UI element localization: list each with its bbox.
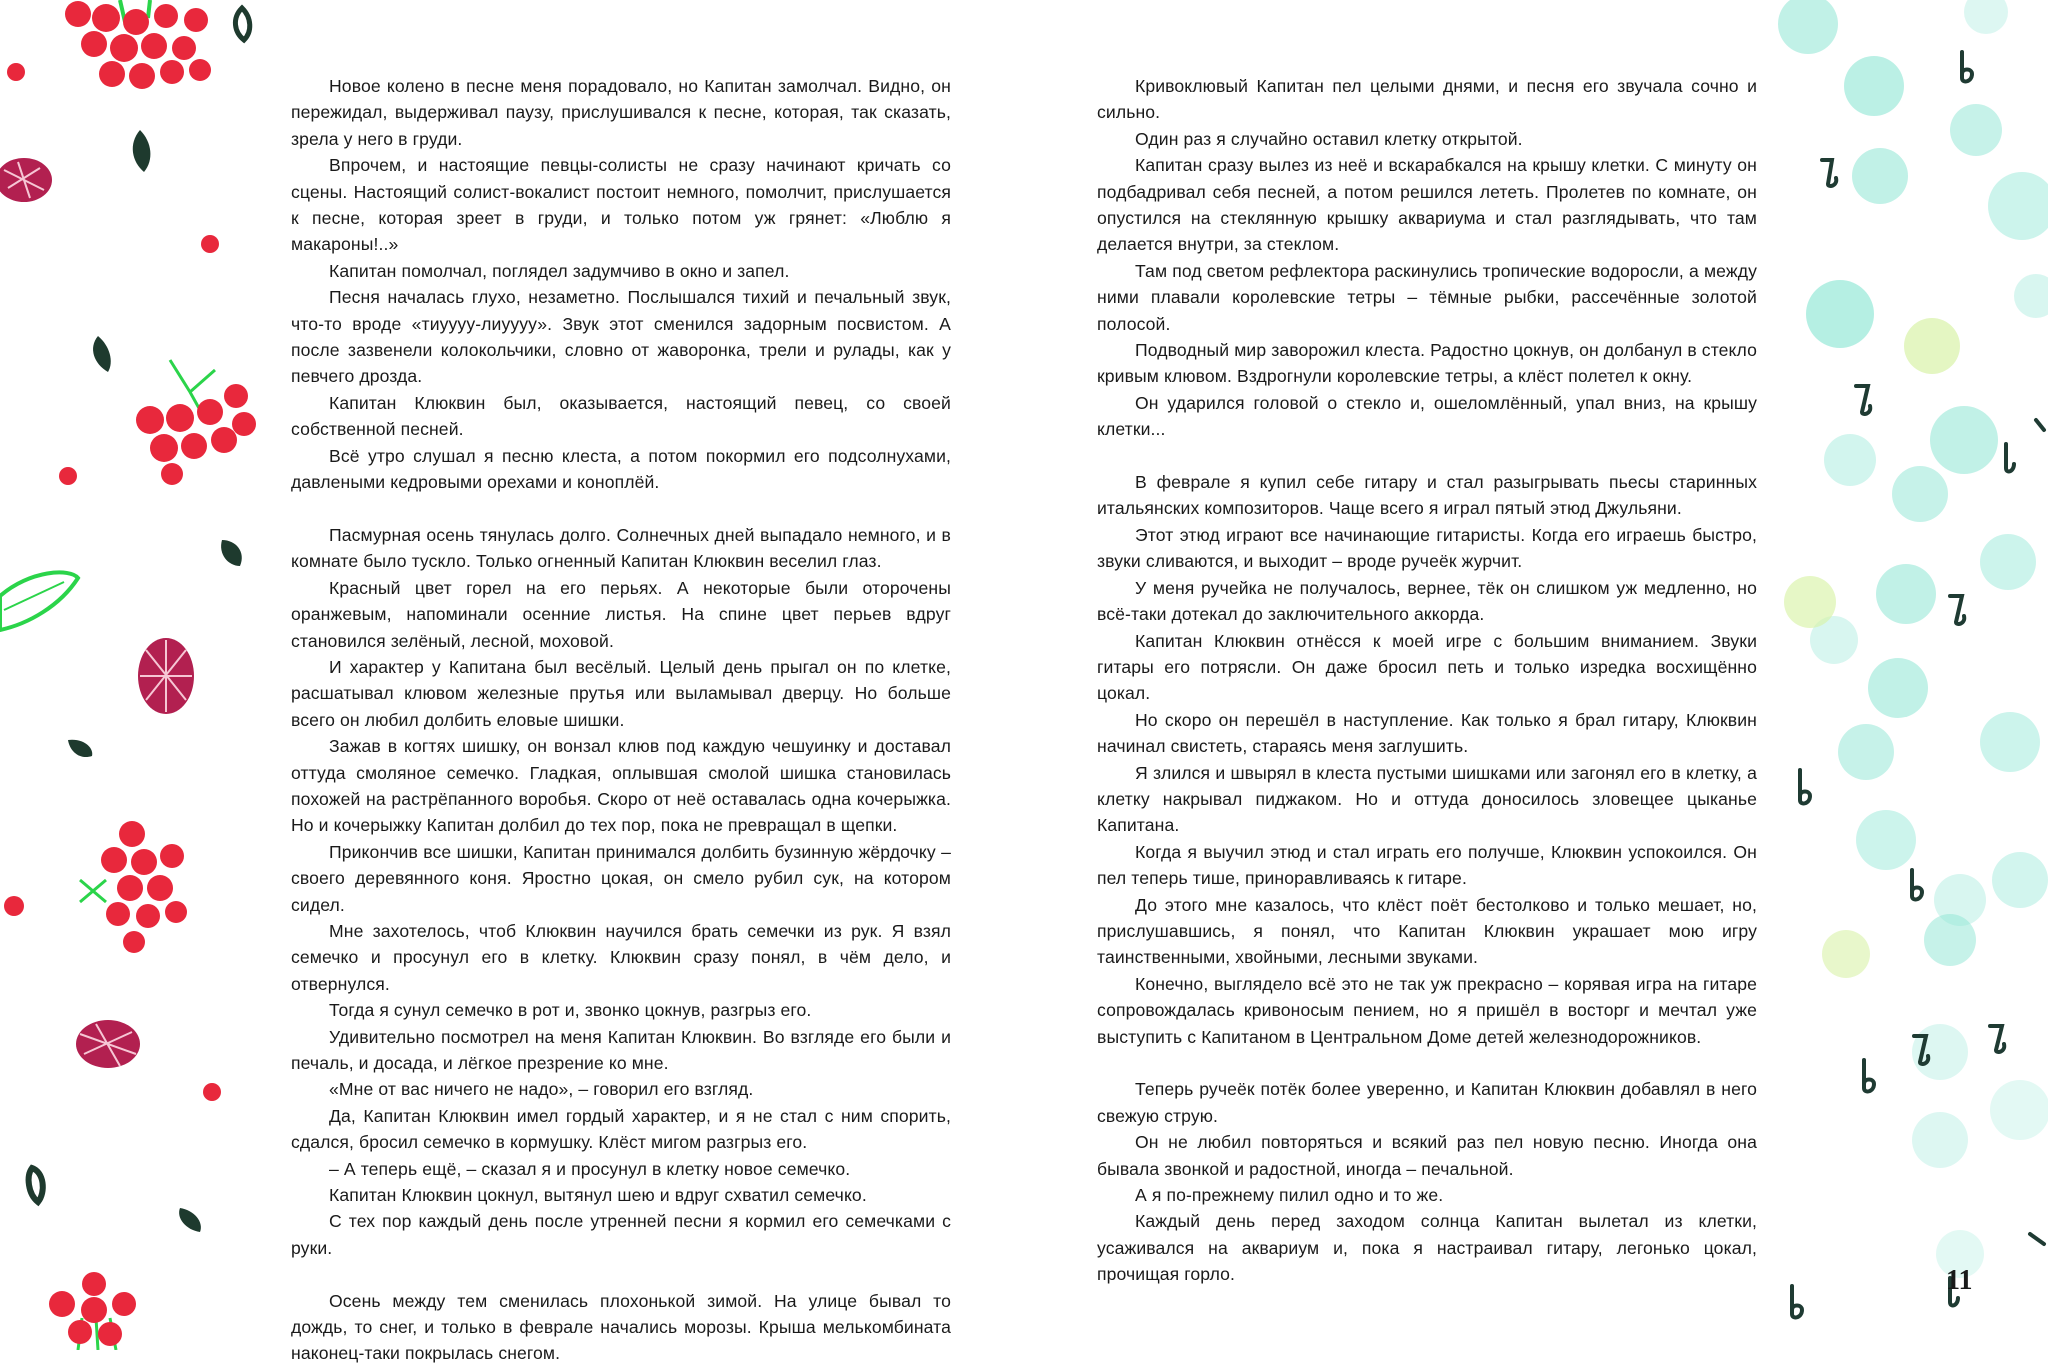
paragraph: Он ударился головой о стекло и, ошеломлённый, упал вниз, на крышу клетки... <box>1097 392 1757 440</box>
paragraph: Удивительно посмотрел на меня Капитан Клюквин. Во взгляде его были и печаль, и досада, и лёгкое презрение ко мне. <box>291 1026 951 1074</box>
pine-cone-icon <box>76 1020 140 1068</box>
page-number: 11 <box>1946 1265 1973 1296</box>
berry-cluster-icon <box>49 1272 136 1350</box>
paragraph: Капитан сразу вылез из неё и вскарабкался на крышу клетки. С минуту он подбадривал себя песней, а потом решился лететь. Пролетев по комнате, он опустился на стеклянную крышку аквариума и стал разглядывать, что там делается внутри, за стеклом. <box>1097 155 1757 255</box>
pine-cone-icon <box>138 638 194 714</box>
paragraph: Подводный мир заворожил клеста. Радостно цокнув, он долбанул в стекло кривым клювом. Вздрогнули королевские тетры, а клёст полетел к окну. <box>1097 340 1757 387</box>
paragraph: Да, Капитан Клюквин имел гордый характер, и я не стал с ним спорить, сдался, бросил семечко в кормушку. Клёст мигом разгрыз его. <box>291 1105 951 1153</box>
right-text-column <box>1097 73 1757 1288</box>
paragraph: Но скоро он перешёл в наступление. Как только я брал гитару, Клюквин начинал свистеть, стараясь меня заглушить. <box>1097 709 1757 757</box>
paragraph: Теперь ручеёк потёк более уверенно, и Капитан Клюквин добавлял в него свежую струю. <box>1097 1079 1757 1126</box>
berry-dot-icon <box>59 467 77 485</box>
berry-dot-icon <box>7 63 25 81</box>
leaf-icon <box>68 740 92 757</box>
paragraph: Капитан Клюквин отнёсся к моей игре с большим вниманием. Звуки гитары его потрясли. Он даже бросил петь и только изредка восхищённо цокал. <box>1097 630 1757 704</box>
paragraph: В феврале я купил себе гитару и стал разыгрывать пьесы старинных итальянских композиторов. Чаще всего я играл пятый этюд Джульяни. <box>1097 472 1757 519</box>
watercolor-dots <box>1778 0 2048 1278</box>
leaf-icon <box>29 1168 43 1202</box>
section-break <box>291 1261 951 1287</box>
pine-cone-icon <box>0 158 52 202</box>
section-break <box>291 496 951 522</box>
paragraph: Зажав в когтях шишку, он вонзал клюв под каждую чешуинку и доставал оттуда смоляное семечко. Гладкая, оплывшая смолой шишка становилась похожей на растрёпанного воробья. Скоро от неё оставалась одна кочерыжка. Но и кочерыжку Капитан долбил до тех пор, пока не превращал в щепки. <box>291 736 951 836</box>
paragraph: Осень между тем сменилась плохонькой зимой. На улице бывал то дождь, то снег, и только в феврале начались морозы. Крыша мелькомбината наконец-таки покрылась снегом. <box>291 1290 951 1364</box>
paragraph: А я по-прежнему пилил одно и то же. <box>1135 1185 1444 1206</box>
berry-dot-icon <box>203 1083 221 1101</box>
music-note-marks <box>1792 52 2044 1317</box>
berry-dot-icon <box>4 896 24 916</box>
paragraph: Пасмурная осень тянулась долго. Солнечных дней выпадало немного, и в комнате было тускло. Только огненный Капитан Клюквин веселил глаз. <box>291 524 951 572</box>
paragraph: Прикончив все шишки, Капитан принимался долбить бузинную жёрдочку – своего деревянного коня. Яростно цокая, он смело рубил сук, на котором сидел. <box>291 841 951 915</box>
paragraph: Конечно, выглядело всё это не так уж прекрасно – корявая игра на гитаре сопровождалась кривоносым пением, но я пришёл в восторг и мечтал уже выступить с Капитаном в Центральном Доме детей железнодорожников. <box>1097 973 1757 1047</box>
paragraph: Тогда я сунул семечко в рот и, звонко цокнув, разгрыз его. <box>329 1000 812 1021</box>
paragraph: Когда я выучил этюд и стал играть его получше, Клюквин успокоился. Он пел теперь тише, приноравливаясь к гитаре. <box>1097 841 1757 889</box>
paragraph: «Мне от вас ничего не надо», – говорил его взгляд. <box>329 1079 754 1100</box>
leaf-icon <box>221 540 242 566</box>
leaf-icon <box>0 572 78 630</box>
paragraph: Он не любил повторяться и всякий раз пел новую песню. Иногда она бывала звонкой и радостной, иногда – печальной. <box>1097 1132 1757 1179</box>
leaf-icon <box>235 8 249 40</box>
section-break <box>1097 1050 1757 1076</box>
paragraph: Капитан Клюквин цокнул, вытянул шею и вдруг схватил семечко. <box>329 1185 867 1206</box>
berry-cluster-icon <box>65 0 211 89</box>
berry-cluster-icon <box>136 360 256 485</box>
paragraph: Этот этюд играют все начинающие гитаристы. Когда его играешь быстро, звуки сливаются, и выходит – вроде ручеёк журчит. <box>1097 524 1757 572</box>
paragraph: С тех пор каждый день после утренней песни я кормил его семечками с руки. <box>291 1211 951 1258</box>
berry-dot-icon <box>201 235 219 253</box>
paragraph: Капитан Клюквин был, оказывается, настоящий певец, со своей собственной песней. <box>291 392 951 440</box>
section-break <box>1097 443 1757 469</box>
leaf-icon <box>93 336 111 372</box>
paragraph: Каждый день перед заходом солнца Капитан вылетал из клетки, усаживался на аквариум и, пока я настраивал гитару, легонько цокал, прочищая горло. <box>1097 1211 1757 1285</box>
left-text-column <box>291 73 951 1367</box>
paragraph: Капитан помолчал, поглядел задумчиво в окно и запел. <box>329 260 790 281</box>
paragraph: Я злился и швырял в клеста пустыми шишками или загонял его в клетку, а клетку накрывал пиджаком. Но и оттуда доносилось зловещее цыканье Капитана. <box>1097 762 1757 836</box>
paragraph: Мне захотелось, чтоб Клюквин научился брать семечки из рук. Я взял семечко и просунул его в клетку. Клюквин сразу понял, в чём дело, и отвернулся. <box>291 920 951 994</box>
paragraph: Песня началась глухо, незаметно. Послышался тихий и печальный звук, что-то вроде «тиуууу-лиуууу». Звук этот сменился задорным посвистом. А после зазвенели колокольчики, словно от жаворонка, трели и рулады, как у певчего дрозда. <box>291 287 951 387</box>
watercolor-dots-lime <box>1784 318 1960 978</box>
paragraph: Впрочем, и настоящие певцы-солисты не сразу начинают кричать со сцены. Настоящий солист-вокалист постоит немного, помолчит, прислушается к песне, которая зреет в груди, и только потом уж грянет: «Люблю я макароны!..» <box>291 155 951 255</box>
leaf-icon <box>133 130 151 172</box>
paragraph: Новое колено в песне меня порадовало, но Капитан замолчал. Видно, он пережидал, выдерживал паузу, прислушивался к песне, которая, так сказать, зрела у него в груди. <box>291 76 951 149</box>
paragraph: Один раз я случайно оставил клетку открытой. <box>1135 128 1523 149</box>
paragraph: До этого мне казалось, что клёст поёт бестолково и только мешает, но, прислушавшись, я понял, что Капитан Клюквин украшает мою игру таинственными, хвойными, лесными звуками. <box>1097 894 1757 968</box>
leaf-icon <box>179 1208 201 1232</box>
paragraph: Красный цвет горел на его перьях. А некоторые были оторочены оранжевым, напоминали осенние листья. На спине цвет перьев вдруг становился зелёный, лесной, моховой. <box>291 577 951 651</box>
berry-cluster-icon <box>80 821 187 953</box>
paragraph: И характер у Капитана был весёлый. Целый день прыгал он по клетке, расшатывал клювом железные прутья или выламывал дверцу. Но больше всего он любил долбить еловые шишки. <box>291 656 951 730</box>
paragraph: – А теперь ещё, – сказал я и просунул в клетку новое семечко. <box>329 1158 851 1179</box>
paragraph: Там под светом рефлектора раскинулись тропические водоросли, а между ними плавали королевские тетры – тёмные рыбки, рассечённые золотой полосой. <box>1097 260 1757 334</box>
paragraph: У меня ручейка не получалось, вернее, тёк он слишком уж медленно, но всё-таки дотекал до заключительного аккорда. <box>1097 577 1757 625</box>
paragraph: Всё утро слушал я песню клеста, а потом покормил его подсолнухами, давлеными кедровыми орехами и коноплёй. <box>291 445 951 493</box>
paragraph: Кривоклювый Капитан пел целыми днями, и песня его звучала сочно и сильно. <box>1097 76 1757 123</box>
